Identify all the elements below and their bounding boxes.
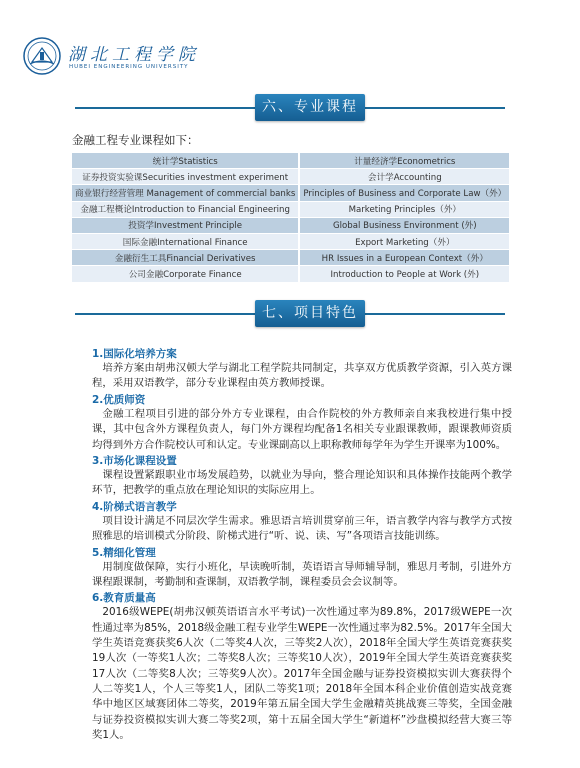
section-banner-courses (75, 92, 505, 124)
course-en-cell: HR Issues in a European Context（外） (299, 250, 509, 266)
table-row (72, 217, 509, 233)
table-row (72, 250, 509, 266)
course-en-cell: Global Business Environment (外) (299, 217, 509, 233)
course-cn-cell: 金融工程概论Introduction to Financial Engineering (72, 201, 299, 217)
feature-body: 2016级WEPE(胡弗汉顿英语语言水平考试)一次性通过率为89.8%，2017级WEPE一次性通过率为85%，2018级金融工程专业学生WEPE一次性通过率为82.5%。2017年全国大学生英语竞赛获奖6人次（二等奖4人次，三等奖2人次），2018年全国大学生英语竞赛获奖19人次（一等奖1人次；二等奖8人次；三等奖10人次），2019年全国大学生英语竞赛获奖17人次（二等奖8人次；三等奖9人次）。2017年全国金融与证券投资模拟实训大赛获得个人二等奖1人，个人三等奖1人，团队二等奖1项；2018年全国本科企业价值创造实战竞赛华中地区区域赛团体二等奖，2019年第五届全国大学生金融精英挑战赛三等奖，全国金融与证券投资模拟实训大赛二等奖2项，第十五届全国大学生“新道杯”沙盘模拟经营大赛三等奖1人。 (92, 606, 512, 741)
course-cn-cell: 国际金融International Finance (72, 233, 299, 249)
university-emblem-icon (22, 36, 62, 76)
course-en-cell: 计量经济学Econometrics (299, 153, 509, 169)
feature-title: 2.优质师资 (92, 393, 146, 406)
section-title-features: 七、项目特色 (262, 305, 358, 321)
feature-body: 课程设置紧跟职业市场发展趋势，以就业为导向，整合理论知识和具体操作技能两个教学环节，把教学的重点放在理论知识的实际应用上。 (92, 469, 512, 497)
course-en-cell: Marketing Principles（外） (299, 201, 509, 217)
course-en-cell: Principles of Business and Corporate Law（外） (299, 185, 509, 201)
course-cn-cell: 统计学Statistics (72, 153, 299, 169)
banner-tab (255, 300, 365, 327)
courses-table (72, 152, 509, 283)
section-banner-features (75, 298, 505, 330)
feature-title: 5.精细化管理 (92, 546, 156, 559)
course-en-cell: 会计学Accounting (299, 169, 509, 185)
section-title-courses: 六、专业课程 (262, 99, 358, 115)
course-cn-cell: 公司金融Corporate Finance (72, 266, 299, 282)
feature-title: 6.教育质量高 (92, 592, 156, 605)
courses-intro: 金融工程专业课程如下： (72, 133, 199, 147)
banner-tab (255, 94, 365, 121)
table-row (72, 153, 509, 169)
feature-body: 金融工程项目引进的部分外方专业课程，由合作院校的外方教师亲自来我校进行集中授课，其中包含外方课程负责人，每门外方课程均配备1名相关专业跟课教师，跟课教师资质均得到外方合作院校认可和认定。专业课副高以上职称教师每学年为学生开课率为100%。 (92, 407, 512, 451)
school-name-en: HUBEI ENGINEERING UNIVERSITY (69, 64, 189, 70)
university-logo (22, 34, 262, 80)
table-row (72, 185, 509, 201)
feature-title: 4.阶梯式语言教学 (92, 500, 177, 513)
course-en-cell: Export Marketing（外） (299, 233, 509, 249)
course-cn-cell: 金融衍生工具Financial Derivatives (72, 250, 299, 266)
course-en-cell: Introduction to People at Work (外) (299, 266, 509, 282)
table-row (72, 233, 509, 249)
feature-title: 3.市场化课程设置 (92, 455, 177, 468)
feature-body: 用制度做保障，实行小班化，早读晚听制，英语语言导师辅导制，雅思月考制，引进外方课程跟课制，考勤制和查课制，双语教学制，课程委员会会议制等。 (92, 560, 512, 589)
features-list (92, 346, 512, 743)
course-cn-cell: 证券投资实验课Securities investment experiment (72, 169, 299, 185)
table-row (72, 201, 509, 217)
feature-body: 培养方案由胡弗汉顿大学与湖北工程学院共同制定，共享双方优质教学资源，引入英方课程，采用双语教学，部分专业课程由英方教师授课。 (92, 362, 512, 390)
table-row (72, 169, 509, 185)
course-cn-cell: 商业银行经营管理 Management of commercial banks (72, 185, 299, 201)
school-name-cn: 湖北工程学院 (68, 45, 200, 65)
table-row (72, 266, 509, 282)
feature-body: 项目设计满足不同层次学生需求。雅思语言培训贯穿前三年，语言教学内容与教学方式按照雅思的培训模式分阶段、阶梯式进行“听、说、读、写”各项语言技能训练。 (92, 514, 512, 543)
feature-title: 1.国际化培养方案 (92, 348, 177, 360)
course-cn-cell: 投资学Investment Principle (72, 217, 299, 233)
